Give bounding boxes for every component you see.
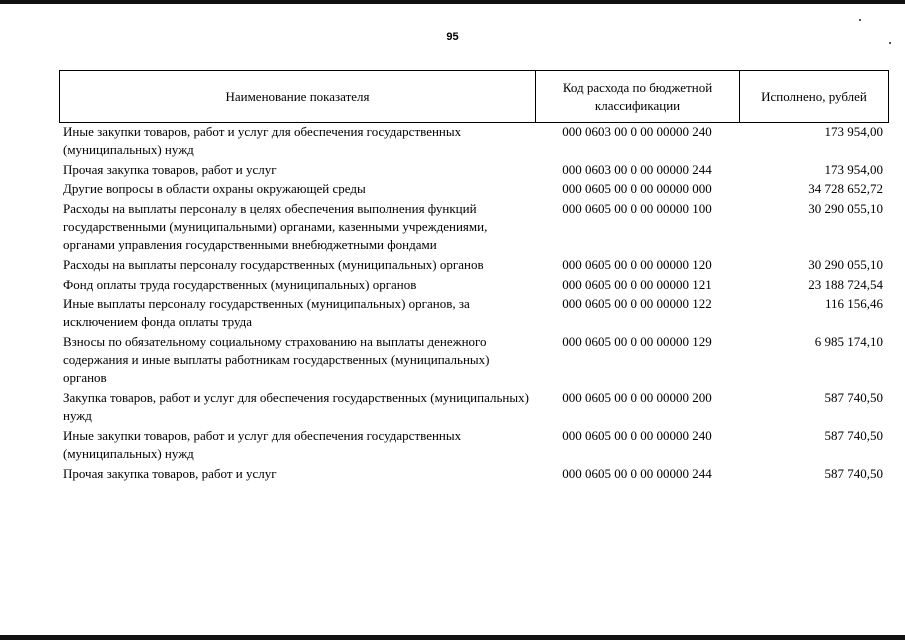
row-amount: 23 188 724,54 <box>808 276 883 292</box>
table-row <box>59 295 889 331</box>
row-name: Прочая закупка товаров, работ и услуг <box>63 465 277 481</box>
row-code: 000 0605 00 0 00 00000 122 <box>562 296 712 312</box>
row-code: 000 0605 00 0 00 00000 244 <box>562 465 712 481</box>
scan-speck <box>859 19 861 21</box>
row-name: Другие вопросы в области охраны окружающей среды <box>63 181 366 197</box>
row-name: Закупка товаров, работ и услуг для обеспечения государственных (муниципальных) нужд <box>63 389 529 424</box>
table-row <box>59 161 889 179</box>
row-name: Прочая закупка товаров, работ и услуг <box>63 161 277 177</box>
row-code: 000 0605 00 0 00 00000 100 <box>562 200 712 216</box>
row-amount: 34 728 652,72 <box>808 181 883 197</box>
header-name: Наименование показателя <box>60 71 536 122</box>
table-row <box>59 427 889 463</box>
table-row <box>59 123 889 159</box>
row-code: 000 0605 00 0 00 00000 000 <box>562 181 712 197</box>
table-row <box>59 389 889 425</box>
header-amount: Исполнено, рублей <box>761 88 867 104</box>
row-amount: 116 156,46 <box>824 296 883 312</box>
row-amount: 173 954,00 <box>824 161 883 177</box>
row-code: 000 0603 00 0 00 00000 244 <box>562 161 712 177</box>
row-name: Расходы на выплаты персоналу государственных (муниципальных) органов <box>63 256 484 272</box>
row-code: 000 0605 00 0 00 00000 129 <box>562 333 712 349</box>
table-row <box>59 180 889 198</box>
page-number: 95 <box>446 31 459 43</box>
header-code: Код расхода по бюджетной классификации <box>536 71 740 122</box>
row-amount: 30 290 055,10 <box>808 200 883 216</box>
scan-top-border <box>0 0 905 4</box>
row-amount: 587 740,50 <box>824 465 883 481</box>
row-amount: 587 740,50 <box>824 427 883 443</box>
scan-bottom-border <box>0 635 905 640</box>
row-amount: 30 290 055,10 <box>808 256 883 272</box>
row-amount: 173 954,00 <box>824 124 883 139</box>
table-row <box>59 256 889 274</box>
row-code: 000 0605 00 0 00 00000 200 <box>562 389 712 405</box>
table-row <box>59 465 889 483</box>
row-code: 000 0605 00 0 00 00000 120 <box>562 256 712 272</box>
table-body <box>59 123 889 484</box>
table-row <box>59 200 889 255</box>
table-row <box>59 333 889 388</box>
row-name: Взносы по обязательному социальному страхованию на выплаты денежного содержания и иные выплаты работникам государственных (муниципальных) органов <box>63 333 490 386</box>
row-amount: 587 740,50 <box>824 389 883 405</box>
table-row <box>59 276 889 294</box>
row-name: Иные закупки товаров, работ и услуг для обеспечения государственных (муниципальных) нужд <box>63 124 462 158</box>
row-amount: 6 985 174,10 <box>814 333 883 349</box>
row-code: 000 0603 00 0 00 00000 240 <box>562 124 712 139</box>
row-name: Фонд оплаты труда государственных (муниципальных) органов <box>63 276 417 292</box>
row-name: Иные выплаты персоналу государственных (муниципальных) органов, за исключением фонда оплаты труда <box>63 296 470 330</box>
row-name: Иные закупки товаров, работ и услуг для обеспечения государственных (муниципальных) нужд <box>63 427 462 461</box>
table-header <box>59 70 889 123</box>
row-code: 000 0605 00 0 00 00000 240 <box>562 427 712 443</box>
row-code: 000 0605 00 0 00 00000 121 <box>562 276 712 292</box>
row-name: Расходы на выплаты персоналу в целях обеспечения выполнения функций государственными (муниципальными) органами, казенными учреждениями, органами управления государственными внебюджетными фондами <box>63 200 488 253</box>
